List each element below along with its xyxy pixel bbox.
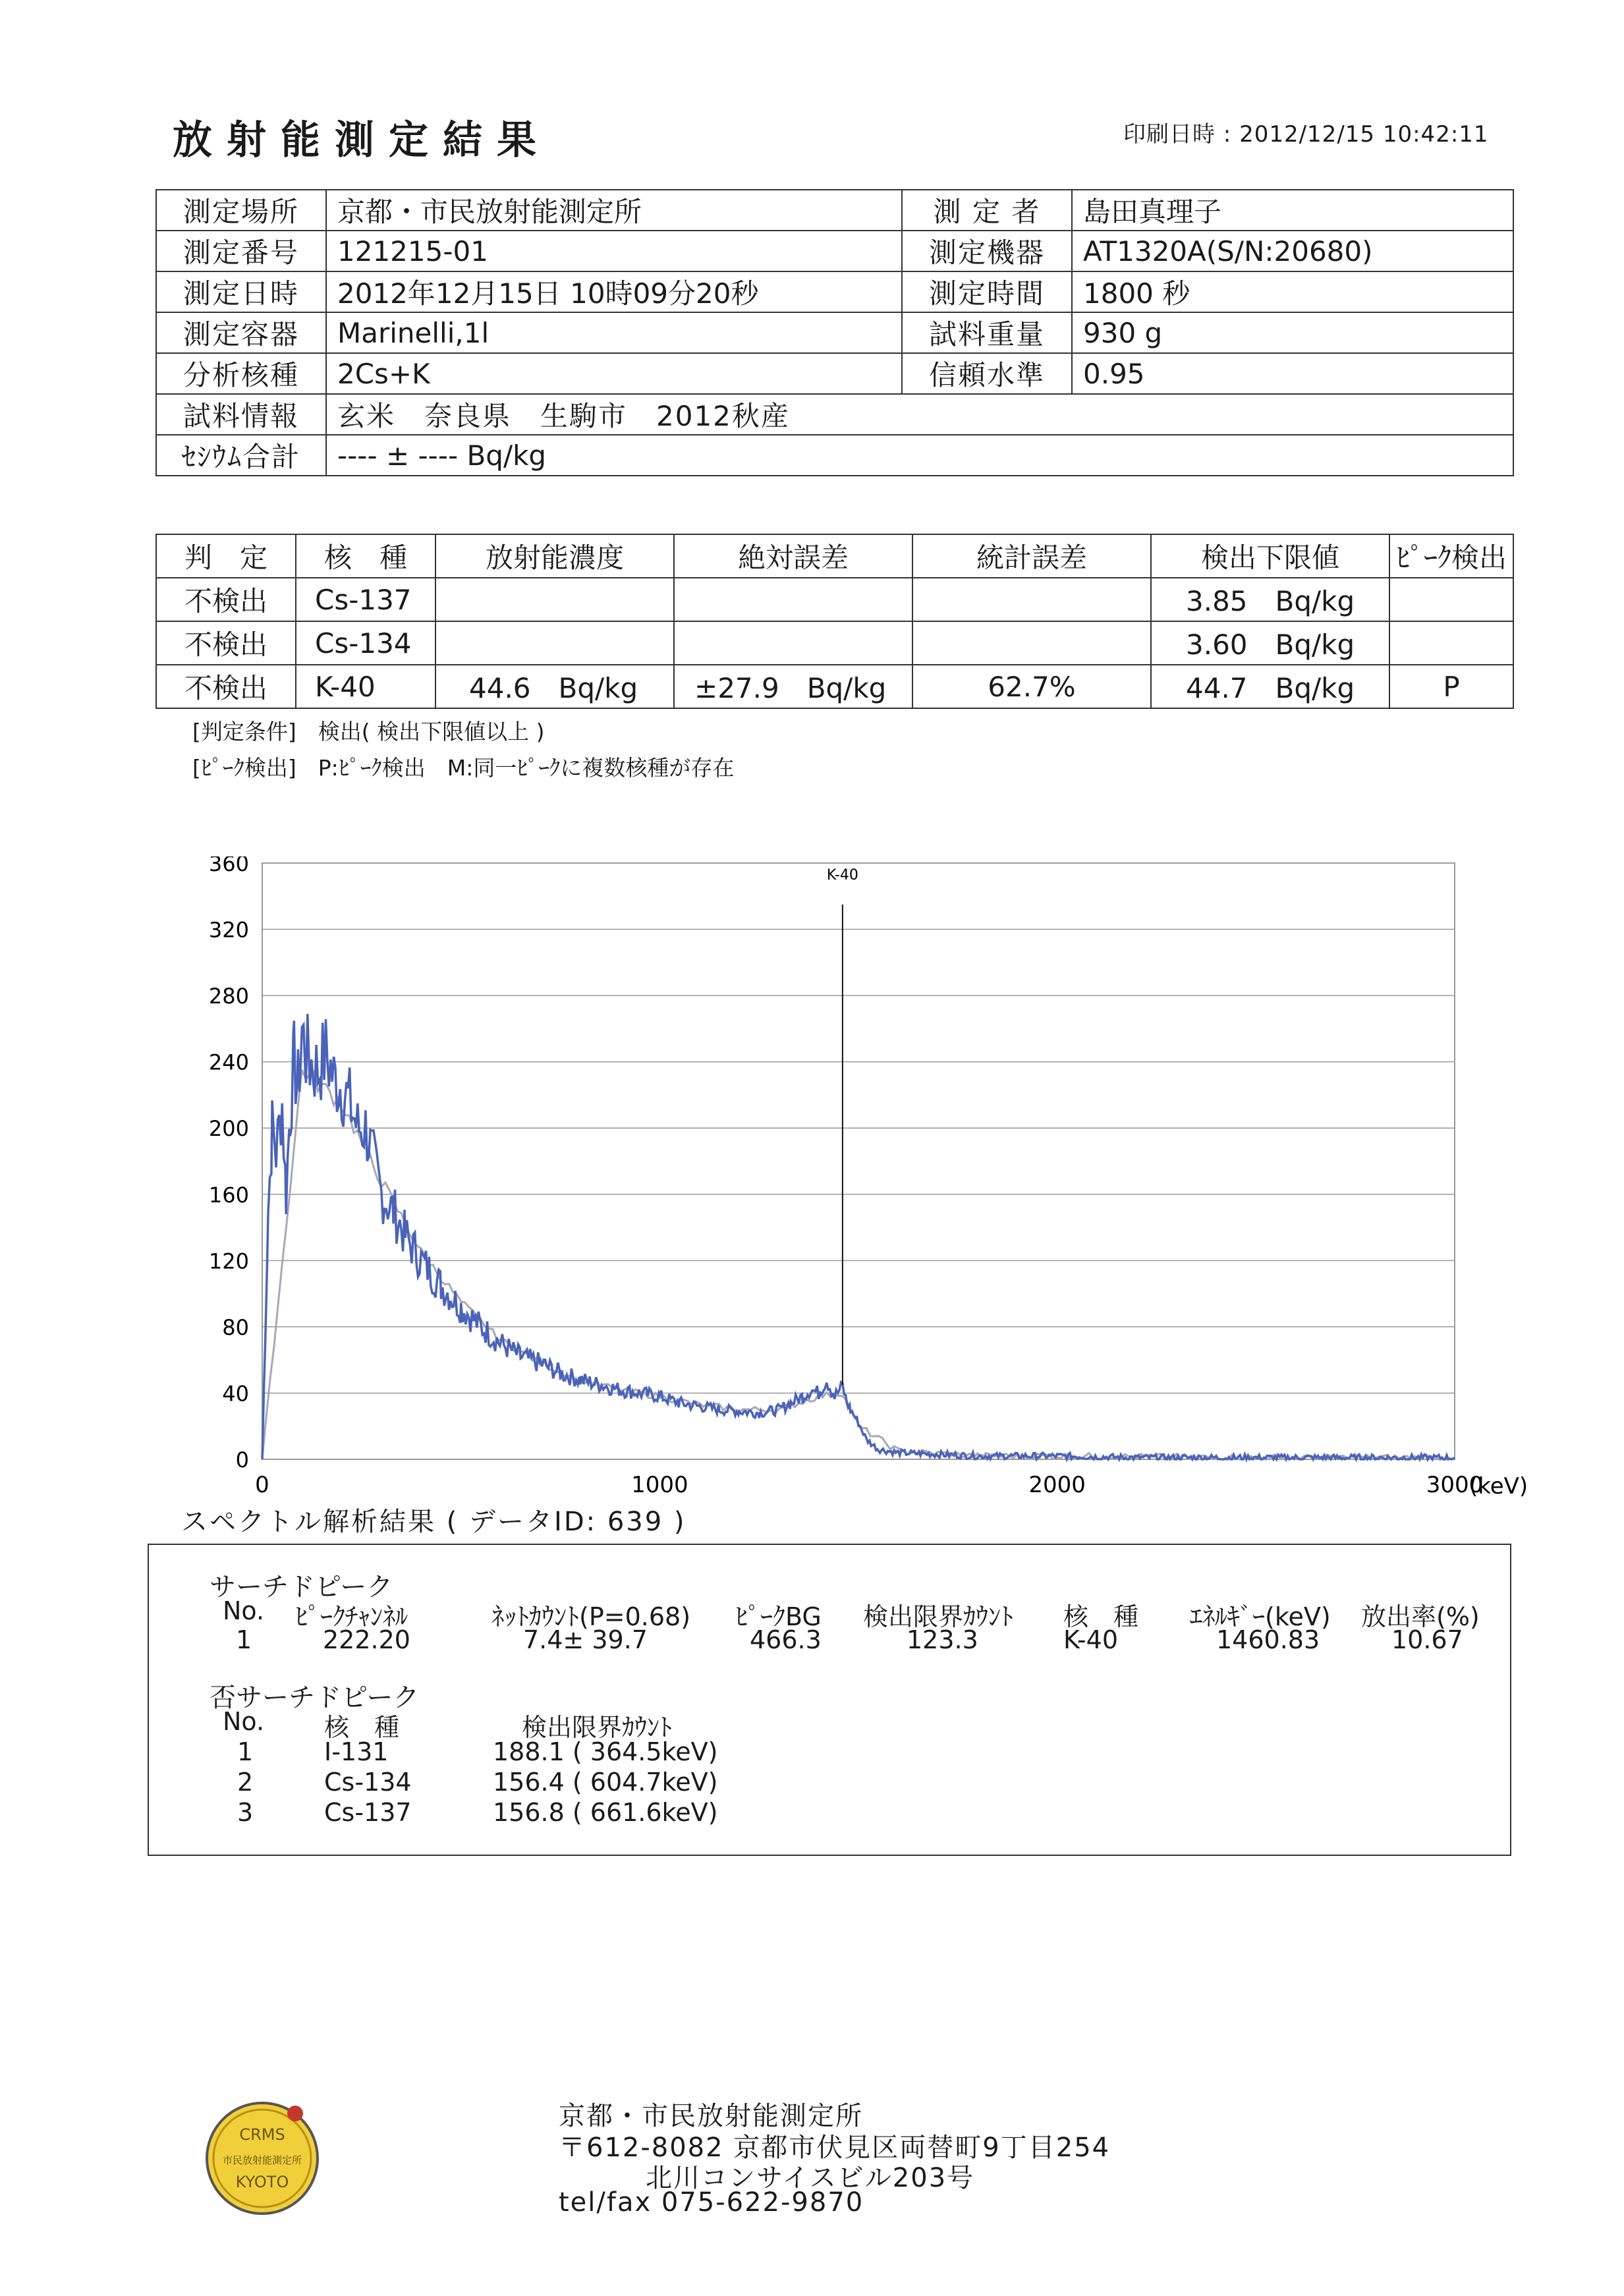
info-value: ---- ± ---- Bq/kg xyxy=(326,435,1513,476)
y-tick-label: 240 xyxy=(208,1050,249,1075)
series-measured-line xyxy=(262,1014,1455,1459)
info-value: 2012年12月15日 10時09分20秒 xyxy=(326,271,902,312)
column-header: 統計誤差 xyxy=(912,534,1151,578)
info-row xyxy=(156,435,1513,476)
print-date: 印刷日時 : 2012/12/15 10:42:11 xyxy=(1123,121,1489,148)
abs-err-cell: ±27.9 Bq/kg xyxy=(674,665,912,708)
search-cell: 466.3 xyxy=(750,1625,822,1654)
y-tick-label: 0 xyxy=(235,1447,249,1472)
spectrum-analysis-title: スペクトル解析結果 ( データID: 639 ) xyxy=(181,1507,686,1537)
column-header: ﾋﾟｰｸﾁｬﾝﾈﾙ xyxy=(295,1602,408,1631)
info-row xyxy=(156,190,1513,231)
conc-cell: 44.6 Bq/kg xyxy=(435,665,674,708)
nonsearch-cell: 1 xyxy=(237,1737,254,1766)
abs-err-cell xyxy=(674,621,912,665)
searched-peak-title: サーチドピーク xyxy=(210,1572,393,1602)
column-header: 核 種 xyxy=(324,1713,400,1742)
x-axis-unit: (keV) xyxy=(1469,1473,1528,1499)
peak-cell xyxy=(1389,621,1513,665)
results-table xyxy=(155,534,1514,709)
info-label: 測定番号 xyxy=(156,231,326,271)
spectrum-chart xyxy=(191,856,1542,1502)
nonsearch-cell: 156.8 ( 661.6keV) xyxy=(493,1798,718,1827)
column-header: 絶対誤差 xyxy=(674,534,912,578)
info-row xyxy=(156,271,1513,312)
x-tick-labels xyxy=(255,1472,1483,1498)
y-tick-labels xyxy=(209,856,249,1472)
nuclide-cell: Cs-137 xyxy=(296,578,435,621)
conc-cell xyxy=(435,578,674,621)
svg-text:KYOTO: KYOTO xyxy=(235,2173,289,2191)
stat-err-cell xyxy=(912,578,1151,621)
info-value: 1800 秒 xyxy=(1072,271,1513,312)
analysis-box xyxy=(148,1544,1511,1856)
nonsearch-cell: I-131 xyxy=(324,1737,389,1766)
info-value: 930 g xyxy=(1072,312,1513,353)
judge-cell: 不検出 xyxy=(156,578,296,621)
footer-tel: tel/fax 075-622-9870 xyxy=(559,2187,864,2218)
results-header-row xyxy=(156,534,1513,578)
info-label: 測 定 者 xyxy=(902,190,1072,231)
info-label: 分析核種 xyxy=(156,353,326,394)
info-row xyxy=(156,231,1513,271)
info-label: 測定容器 xyxy=(156,312,326,353)
stat-err-cell: 62.7% xyxy=(912,665,1151,708)
x-tick-label: 2000 xyxy=(1028,1472,1086,1498)
column-header: No. xyxy=(223,1707,265,1736)
k40-peak-label: K-40 xyxy=(826,866,858,883)
footer-address: 〒612-8082 京都市伏見区両替町9丁目254 xyxy=(559,2133,1111,2163)
nonsearch-cell: Cs-137 xyxy=(324,1798,412,1827)
info-value: 玄米 奈良県 生駒市 2012秋産 xyxy=(326,394,1513,435)
y-tick-label: 360 xyxy=(208,856,249,876)
nonsearch-cell: 188.1 ( 364.5keV) xyxy=(493,1737,718,1766)
svg-text:CRMS: CRMS xyxy=(239,2125,285,2144)
y-tick-label: 280 xyxy=(208,984,249,1009)
crms-logo xyxy=(203,2099,322,2218)
nonsearch-cell: 2 xyxy=(237,1768,254,1797)
column-header: 検出限界ｶｳﾝﾄ xyxy=(522,1713,673,1742)
conc-cell xyxy=(435,621,674,665)
info-label: 測定場所 xyxy=(156,190,326,231)
nonsearch-cell: 3 xyxy=(237,1798,254,1827)
y-tick-label: 40 xyxy=(222,1381,249,1407)
column-header: No. xyxy=(223,1596,265,1625)
svg-text:市民放射能測定所: 市民放射能測定所 xyxy=(222,2154,302,2166)
column-header: 放射能濃度 xyxy=(435,534,674,578)
info-value: 京都・市民放射能測定所 xyxy=(326,190,902,231)
judge-condition-note: [判定条件] 検出( 検出下限値以上 ) xyxy=(192,719,545,744)
search-cell: 10.67 xyxy=(1391,1625,1463,1654)
table-row xyxy=(156,665,1513,708)
non-searched-peak-title: 否サーチドピーク xyxy=(210,1683,420,1713)
info-label: 試料情報 xyxy=(156,394,326,435)
info-label: 測定時間 xyxy=(902,271,1072,312)
y-tick-label: 320 xyxy=(208,917,249,943)
info-row xyxy=(156,312,1513,353)
search-cell: 222.20 xyxy=(323,1625,410,1654)
search-cell: K-40 xyxy=(1063,1625,1118,1654)
table-row xyxy=(156,578,1513,621)
lod-cell: 3.85 Bq/kg xyxy=(1151,578,1389,621)
nuclide-cell: Cs-134 xyxy=(296,621,435,665)
y-tick-label: 200 xyxy=(208,1116,249,1142)
footer-org: 京都・市民放射能測定所 xyxy=(559,2101,863,2131)
info-label: 測定日時 xyxy=(156,271,326,312)
y-tick-label: 120 xyxy=(208,1248,249,1274)
column-header: 判 定 xyxy=(156,534,296,578)
footer-building: 北川コンサイスビル203号 xyxy=(646,2163,975,2193)
column-header: 放出率(%) xyxy=(1361,1602,1480,1631)
info-label: ｾｼｳﾑ合計 xyxy=(156,435,326,476)
info-row xyxy=(156,353,1513,394)
page-title: 放射能測定結果 xyxy=(173,117,551,163)
column-header: ﾋﾟｰｸ検出 xyxy=(1389,534,1513,578)
judge-cell: 不検出 xyxy=(156,665,296,708)
abs-err-cell xyxy=(674,578,912,621)
nuclide-cell: K-40 xyxy=(296,665,435,708)
column-header: 検出下限値 xyxy=(1151,534,1389,578)
column-header: ﾋﾟｰｸBG xyxy=(735,1602,822,1631)
column-header: ﾈｯﾄｶｳﾝﾄ(P=0.68) xyxy=(491,1602,691,1631)
lod-cell: 44.7 Bq/kg xyxy=(1151,665,1389,708)
info-value: AT1320A(S/N:20680) xyxy=(1072,231,1513,271)
nonsearch-cell: 156.4 ( 604.7keV) xyxy=(493,1768,718,1797)
peak-cell xyxy=(1389,578,1513,621)
search-cell: 123.3 xyxy=(907,1625,978,1654)
judge-cell: 不検出 xyxy=(156,621,296,665)
column-header: ｴﾈﾙｷﾞｰ(keV) xyxy=(1190,1602,1331,1631)
table-row xyxy=(156,621,1513,665)
info-row xyxy=(156,394,1513,435)
gridlines xyxy=(262,863,1455,1459)
plot-frame xyxy=(262,863,1455,1459)
column-header: 核 種 xyxy=(296,534,435,578)
column-header: 検出限界ｶｳﾝﾄ xyxy=(863,1602,1014,1631)
stat-err-cell xyxy=(912,621,1151,665)
x-tick-label: 3000 xyxy=(1426,1472,1484,1498)
info-value: 0.95 xyxy=(1072,353,1513,394)
info-label: 試料重量 xyxy=(902,312,1072,353)
info-label: 信頼水準 xyxy=(902,353,1072,394)
y-tick-label: 80 xyxy=(222,1314,249,1340)
info-value: 121215-01 xyxy=(326,231,902,271)
info-value: 島田真理子 xyxy=(1072,190,1513,231)
measurement-info-table xyxy=(155,189,1514,476)
lod-cell: 3.60 Bq/kg xyxy=(1151,621,1389,665)
nonsearch-cell: Cs-134 xyxy=(324,1768,412,1797)
info-value: 2Cs+K xyxy=(326,353,902,394)
info-value: Marinelli,1l xyxy=(326,312,902,353)
info-label: 測定機器 xyxy=(902,231,1072,271)
search-cell: 1460.83 xyxy=(1216,1625,1320,1654)
search-cell: 1 xyxy=(236,1625,252,1654)
peak-cell: P xyxy=(1389,665,1513,708)
column-header: 核 種 xyxy=(1063,1602,1139,1631)
y-tick-label: 160 xyxy=(208,1182,249,1208)
search-cell: 7.4± 39.7 xyxy=(523,1625,648,1654)
peak-detect-note: [ﾋﾟｰｸ検出] P:ﾋﾟｰｸ検出 M:同一ﾋﾟｰｸに複数核種が存在 xyxy=(192,755,735,781)
x-tick-label: 1000 xyxy=(631,1472,688,1498)
x-tick-label: 0 xyxy=(255,1472,269,1498)
